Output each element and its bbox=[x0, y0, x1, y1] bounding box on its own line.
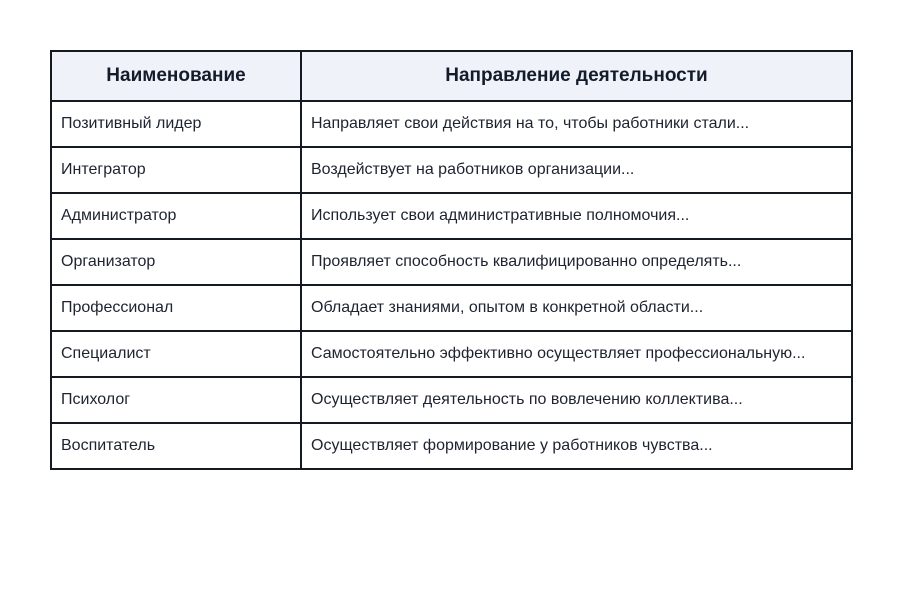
table-header-row bbox=[51, 51, 852, 101]
roles-table-container bbox=[50, 50, 851, 470]
role-name-cell: Воспитатель bbox=[51, 423, 301, 469]
header-activity: Направление деятельности bbox=[301, 51, 852, 101]
role-activity-cell: Обладает знаниями, опытом в конкретной области... bbox=[301, 285, 852, 331]
role-activity-cell: Направляет свои действия на то, чтобы работники стали... bbox=[301, 101, 852, 147]
role-name-cell: Администратор bbox=[51, 193, 301, 239]
role-activity-cell: Использует свои административные полномочия... bbox=[301, 193, 852, 239]
role-activity-cell: Проявляет способность квалифицированно определять... bbox=[301, 239, 852, 285]
table-row bbox=[51, 331, 852, 377]
table-row bbox=[51, 377, 852, 423]
table-row bbox=[51, 423, 852, 469]
role-name-cell: Позитивный лидер bbox=[51, 101, 301, 147]
role-activity-cell: Воздействует на работников организации... bbox=[301, 147, 852, 193]
header-name: Наименование bbox=[51, 51, 301, 101]
role-activity-cell: Осуществляет формирование у работников чувства... bbox=[301, 423, 852, 469]
table-row bbox=[51, 193, 852, 239]
table-row bbox=[51, 101, 852, 147]
role-name-cell: Организатор bbox=[51, 239, 301, 285]
role-name-cell: Психолог bbox=[51, 377, 301, 423]
role-name-cell: Интегратор bbox=[51, 147, 301, 193]
role-name-cell: Профессионал bbox=[51, 285, 301, 331]
table-row bbox=[51, 285, 852, 331]
role-name-cell: Специалист bbox=[51, 331, 301, 377]
table-row bbox=[51, 239, 852, 285]
role-activity-cell: Самостоятельно эффективно осуществляет профессиональную... bbox=[301, 331, 852, 377]
roles-table bbox=[50, 50, 853, 470]
role-activity-cell: Осуществляет деятельность по вовлечению коллектива... bbox=[301, 377, 852, 423]
table-row bbox=[51, 147, 852, 193]
